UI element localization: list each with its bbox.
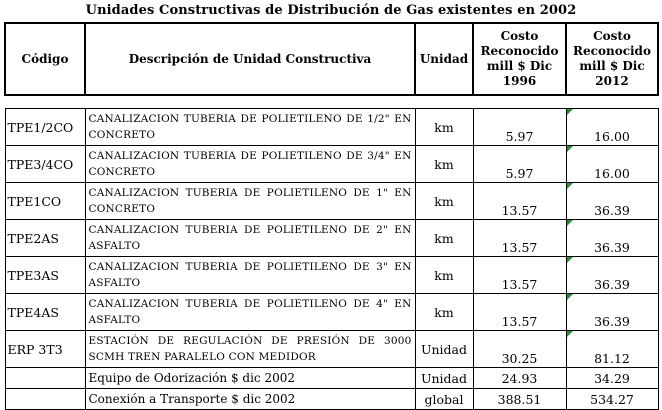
cell-descripcion: Conexión a Transporte $ dic 2002 bbox=[85, 389, 415, 410]
cell-codigo: TPE4AS bbox=[5, 294, 85, 331]
cell-codigo: ERP 3T3 bbox=[5, 331, 85, 368]
cell-costo-1996: 5.97 bbox=[473, 146, 566, 183]
cell-costo-2012: 16.00 bbox=[566, 109, 658, 146]
table-row bbox=[5, 389, 658, 410]
cost-table bbox=[4, 22, 659, 410]
cell-costo-1996: 13.57 bbox=[473, 257, 566, 294]
spacer-row bbox=[5, 95, 658, 109]
cell-codigo: TPE3/4CO bbox=[5, 146, 85, 183]
cell-codigo bbox=[5, 389, 85, 410]
cell-descripcion: CANALIZACION TUBERIA DE POLIETILENO DE 2" EN ASFALTO bbox=[85, 220, 415, 257]
cell-costo-1996: 13.57 bbox=[473, 220, 566, 257]
cell-costo-1996: 5.97 bbox=[473, 109, 566, 146]
cell-unidad: km bbox=[415, 183, 473, 220]
header-costo-1996: Costo Reconocido mill $ Dic 1996 bbox=[473, 23, 566, 95]
cell-costo-1996: 30.25 bbox=[473, 331, 566, 368]
cell-descripcion: CANALIZACION TUBERIA DE POLIETILENO DE 3/4" EN CONCRETO bbox=[85, 146, 415, 183]
cell-marker-icon bbox=[567, 183, 573, 189]
table-row bbox=[5, 183, 658, 220]
header-costo-2012: Costo Reconocido mill $ Dic 2012 bbox=[566, 23, 658, 95]
table-row bbox=[5, 220, 658, 257]
header-unidad: Unidad bbox=[415, 23, 473, 95]
cell-descripcion: CANALIZACION TUBERIA DE POLIETILENO DE 4" EN ASFALTO bbox=[85, 294, 415, 331]
cell-costo-2012: 34.29 bbox=[566, 368, 658, 389]
cell-costo-2012: 36.39 bbox=[566, 257, 658, 294]
table-row bbox=[5, 368, 658, 389]
cell-costo-2012: 16.00 bbox=[566, 146, 658, 183]
cell-costo-2012: 534.27 bbox=[566, 389, 658, 410]
table-row bbox=[5, 146, 658, 183]
cell-unidad: km bbox=[415, 146, 473, 183]
cell-descripcion: CANALIZACION TUBERIA DE POLIETILENO DE 1" EN CONCRETO bbox=[85, 183, 415, 220]
cell-marker-icon bbox=[567, 257, 573, 263]
table-row bbox=[5, 294, 658, 331]
cell-marker-icon bbox=[567, 109, 573, 115]
cell-unidad: km bbox=[415, 294, 473, 331]
cell-unidad: km bbox=[415, 220, 473, 257]
cell-marker-icon bbox=[567, 220, 573, 226]
table-row bbox=[5, 109, 658, 146]
cell-costo-1996: 388.51 bbox=[473, 389, 566, 410]
cell-descripcion: CANALIZACION TUBERIA DE POLIETILENO DE 1/2" EN CONCRETO bbox=[85, 109, 415, 146]
cell-unidad: Unidad bbox=[415, 331, 473, 368]
cell-codigo bbox=[5, 368, 85, 389]
table-row bbox=[5, 257, 658, 294]
cell-unidad: km bbox=[415, 257, 473, 294]
cell-codigo: TPE1CO bbox=[5, 183, 85, 220]
cell-codigo: TPE1/2CO bbox=[5, 109, 85, 146]
cell-codigo: TPE2AS bbox=[5, 220, 85, 257]
cell-descripcion: Equipo de Odorización $ dic 2002 bbox=[85, 368, 415, 389]
table-row bbox=[5, 331, 658, 368]
cell-marker-icon bbox=[567, 331, 573, 337]
cell-costo-2012: 81.12 bbox=[566, 331, 658, 368]
cell-costo-1996: 13.57 bbox=[473, 294, 566, 331]
cell-descripcion: CANALIZACION TUBERIA DE POLIETILENO DE 3" EN ASFALTO bbox=[85, 257, 415, 294]
table-title: Unidades Constructivas de Distribución de Gas existentes en 2002 bbox=[85, 3, 577, 18]
cell-costo-2012: 36.39 bbox=[566, 294, 658, 331]
cell-descripcion: ESTACIÓN DE REGULACIÓN DE PRESIÓN DE 3000 SCMH TREN PARALELO CON MEDIDOR bbox=[85, 331, 415, 368]
cell-codigo: TPE3AS bbox=[5, 257, 85, 294]
cell-costo-1996: 13.57 bbox=[473, 183, 566, 220]
header-descripcion: Descripción de Unidad Constructiva bbox=[85, 23, 415, 95]
cell-unidad: km bbox=[415, 109, 473, 146]
cell-unidad: Unidad bbox=[415, 368, 473, 389]
header-codigo: Código bbox=[5, 23, 85, 95]
cell-costo-1996: 24.93 bbox=[473, 368, 566, 389]
cell-marker-icon bbox=[567, 294, 573, 300]
cell-marker-icon bbox=[567, 146, 573, 152]
cell-costo-2012: 36.39 bbox=[566, 220, 658, 257]
cell-unidad: global bbox=[415, 389, 473, 410]
cell-costo-2012: 36.39 bbox=[566, 183, 658, 220]
